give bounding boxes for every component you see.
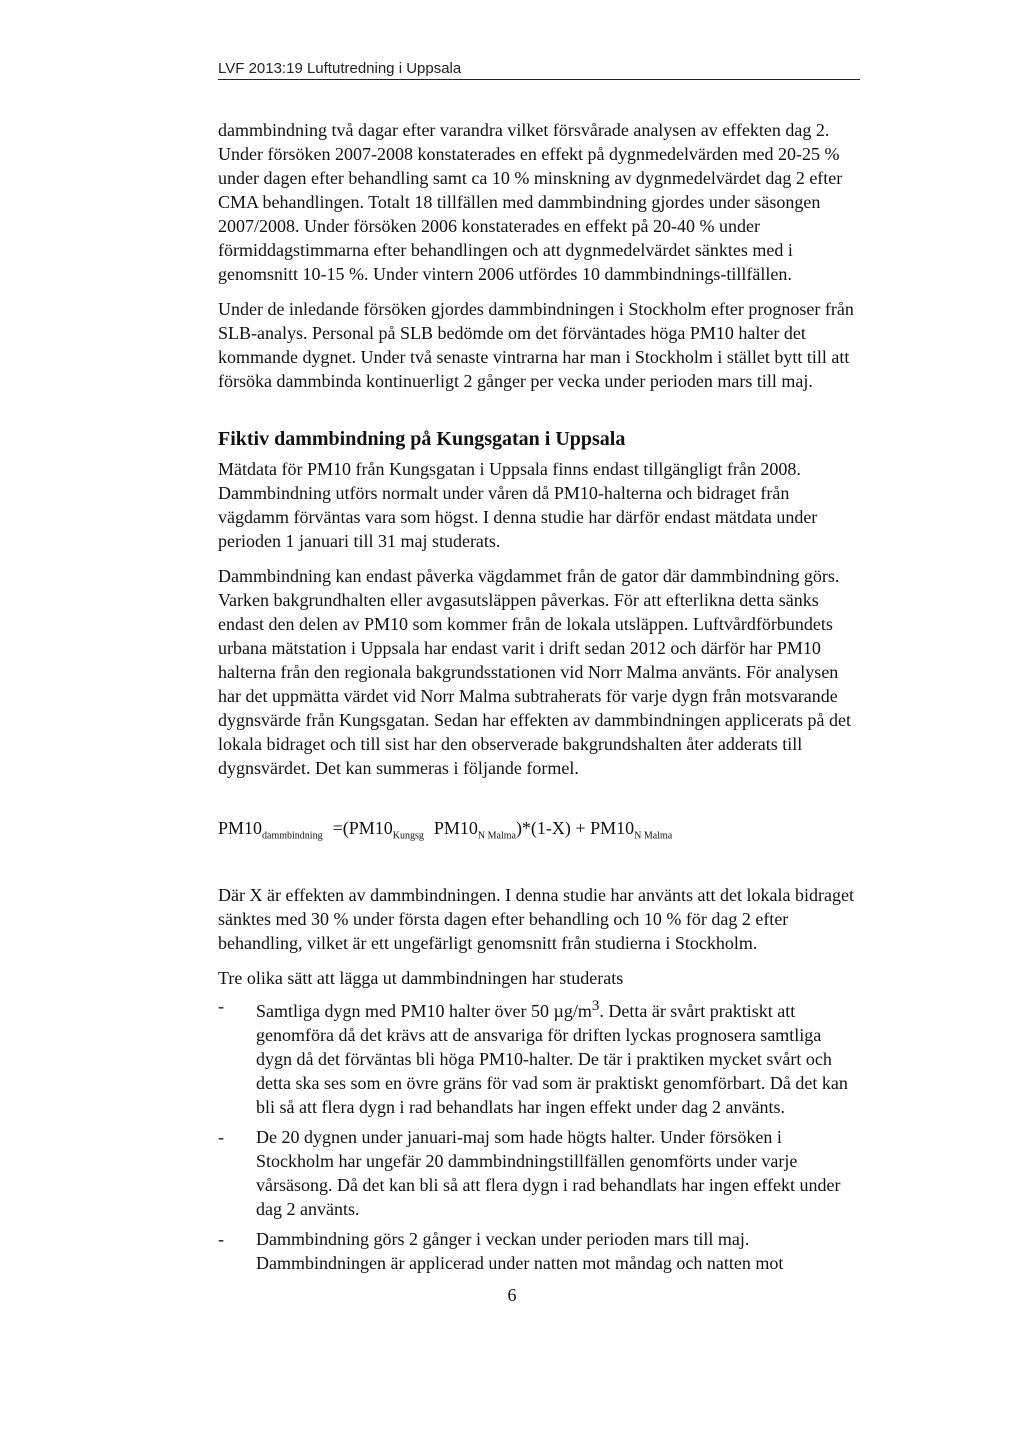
formula-subscript: N Malma: [477, 830, 516, 842]
paragraph: Tre olika sätt att lägga ut dammbindningen har studerats: [218, 967, 624, 988]
list-item: [218, 994, 858, 1119]
list-item-text-continued: . Detta är svårt praktiskt att genomföra då det krävs att de ansvariga för driften lyckas prognosera samtliga dygn då det förväntas bli höga PM10-halter. De tär i praktiken mycket svårt och detta ska ses som en övre gräns för vad som är praktiskt genomförbart. Då det kan bli så att flera dygn i rad behandlats har ingen effekt under dag 2 använts.: [256, 1000, 848, 1117]
formula-term: PM10: [433, 818, 478, 838]
dash-marker: -: [218, 1228, 224, 1249]
superscript: 3: [591, 997, 600, 1014]
list-item: [218, 1125, 858, 1221]
paragraph: Dammbindning kan endast påverka vägdammet från de gator där dammbindning görs. Varken bakgrundhalten eller avgasutsläppen påverkas. För att efterlikna detta sänks endast den delen av PM10 som kommer från de lokala utsläppen. Luftvårdförbundets urbana mätstation i Uppsala har endast varit i drift sedan 2012 och därför har PM10 halterna från den regionala bakgrundsstationen vid Norr Malma använts. För analysen har det uppmätta värdet vid Norr Malma subtraherats för varje dygn från motsvarande dygnsvärde från Kungsgatan. Sedan har effekten av dammbindningen applicerats på det lokala bidraget och till sist har den observerade bakgrundshalten åter adderats till dygnsvärdet. Det kan summeras i följande formel.: [218, 566, 851, 778]
list-item-text: Dammbindning görs 2 gånger i veckan under perioden mars till maj. Dammbindningen är applicerad under natten mot måndag och natten mot: [256, 1228, 784, 1273]
paragraph: Under de inledande försöken gjordes dammbindningen i Stockholm efter prognoser från SLB-analys. Personal på SLB bedömde om det förväntades höga PM10 halter det kommande dygnet. Under två senaste vintrarna har man i Stockholm i stället bytt till att försöka dammbinda kontinuerligt 2 gånger per vecka under perioden mars till maj.: [218, 299, 854, 391]
dash-marker: -: [218, 1126, 224, 1147]
paragraph: Mätdata för PM10 från Kungsgatan i Uppsala finns endast tillgängligt från 2008. Dammbindning utförs normalt under våren då PM10-halterna och bidraget från vägdamm förväntas vara som högst. I denna studie har därför endast mätdata under perioden 1 januari till 31 maj studerats.: [218, 459, 818, 551]
list-item: [218, 1227, 858, 1275]
header-title: LVF 2013:19 Luftutredning i Uppsala: [218, 60, 462, 77]
dash-marker: -: [218, 995, 224, 1016]
formula-subscript: N Malma: [634, 830, 673, 842]
formula-term: =(PM10: [332, 818, 393, 838]
formula-term: PM10: [218, 818, 263, 838]
formula-subscript: dammbindning: [262, 830, 323, 842]
list-item-text: Samtliga dygn med PM10 halter över 50 µg/m: [256, 1000, 592, 1021]
formula-term: )*(1-X) + PM10: [515, 818, 635, 838]
formula: [218, 816, 858, 849]
formula-subscript: Kungsg: [392, 830, 424, 842]
section-heading: Fiktiv dammbindning på Kungsgatan i Uppsala: [218, 428, 626, 450]
paragraph: Där X är effekten av dammbindningen. I denna studie har använts att det lokala bidraget sänktes med 30 % under första dagen efter behandling och 10 % för dag 2 efter behandling, vilket är ett ungefärligt genomsnitt från studierna i Stockholm.: [218, 884, 854, 953]
paragraph: dammbindning två dagar efter varandra vilket försvårade analysen av effekten dag 2. Under försöken 2007-2008 konstaterades en effekt på dygnmedelvärden med 20-25 % under dagen efter behandling samt ca 10 % minskning av dygnmedelvärdet dag 2 efter CMA behandlingen. Totalt 18 tillfällen med dammbindning gjordes under säsongen 2007/2008. Under försöken 2006 konstaterades en effekt på 20-40 % under förmiddagstimmarna efter behandlingen och att dygnmedelvärdet sänktes med i genomsnitt 10-15 %. Under vintern 2006 utfördes 10 dammbindnings-tillfällen.: [218, 120, 843, 284]
page-number: 6: [507, 1285, 517, 1305]
page-header: [218, 60, 860, 80]
bullet-list: [218, 994, 858, 1275]
list-item-text: De 20 dygnen under januari-maj som hade högts halter. Under försöken i Stockholm har ungefär 20 dammbindningstillfällen genomförts under varje vårsäsong. Då det kan bli så att flera dygn i rad behandlats har ingen effekt under dag 2 använts.: [256, 1126, 841, 1219]
document-body: [218, 118, 858, 1281]
